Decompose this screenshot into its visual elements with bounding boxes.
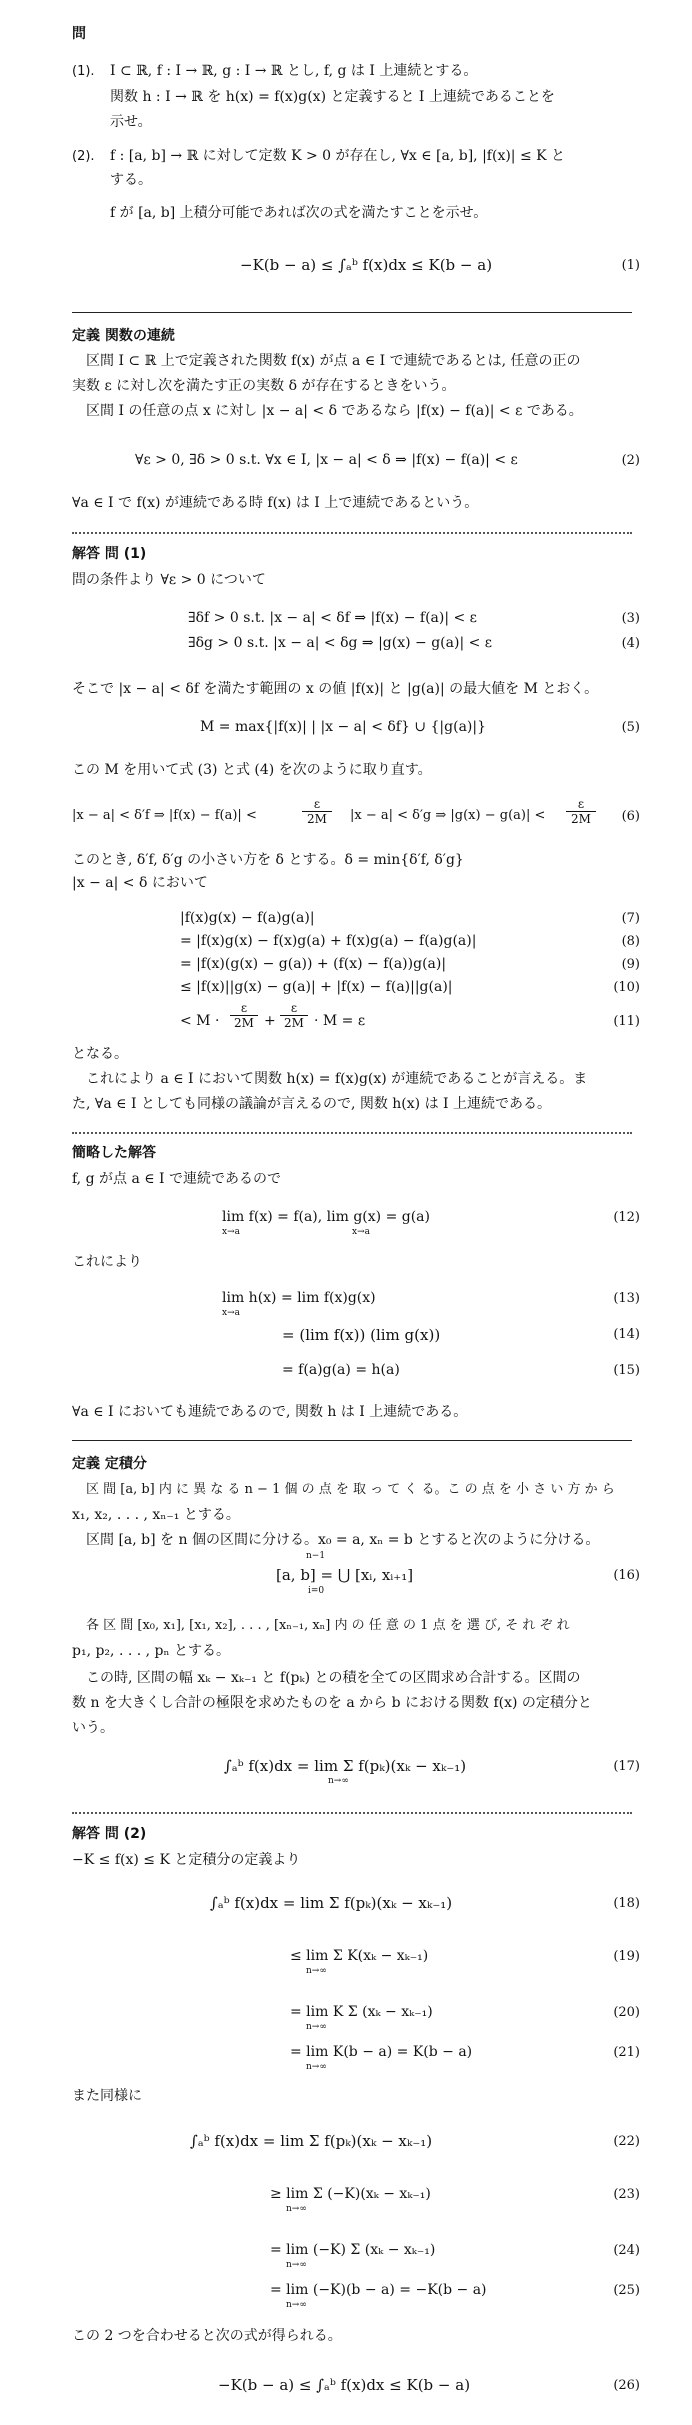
equation-11-fraction-1 bbox=[230, 1001, 258, 1030]
answer-1-title: 解答 問 (1) bbox=[72, 546, 147, 562]
def-integral-title: 定義 定積分 bbox=[72, 1456, 147, 1472]
equation-13: lim h(x) = lim f(x)g(x) bbox=[222, 1290, 376, 1306]
def-continuity-line2: 実数 ε に対し次を満たす正の実数 δ が存在するときをいう。 bbox=[72, 378, 456, 394]
equation-2: ∀ε > 0, ∃δ > 0 s.t. ∀x ∈ I, |x − a| < δ ⇒ |f(x) − f(a)| < ε bbox=[135, 452, 518, 468]
def-continuity-line3: 区間 I の任意の点 x に対し |x − a| < δ であるなら |f(x) − f(a)| < ε である。 bbox=[86, 403, 583, 419]
equation-21: = lim K(b − a) = K(b − a) bbox=[290, 2044, 473, 2060]
def-integral-line1: 区 間 [a, b] 内 に 異 な る n − 1 個 の 点 を 取 っ て く る。こ の 点 を 小 さ い 方 か ら bbox=[86, 1482, 615, 1497]
equation-7: |f(x)g(x) − f(a)g(a)| bbox=[180, 910, 315, 926]
problem-2-line3: f が [a, b] 上積分可能であれば次の式を満たすことを示せ。 bbox=[110, 205, 488, 221]
fraction-denominator: 2M bbox=[302, 811, 332, 826]
equation-number-2: (2) bbox=[621, 453, 640, 468]
equation-number-21: (21) bbox=[613, 2045, 640, 2060]
answer-1-text4: このとき, δ′f, δ′g の小さい方を δ とする。δ = min{δ′f, δ′g} bbox=[72, 852, 464, 868]
equation-26: −K(b − a) ≤ ∫ₐᵇ f(x)dx ≤ K(b − a) bbox=[218, 2376, 471, 2394]
fraction-denominator: 2M bbox=[280, 1015, 308, 1030]
equation-number-25: (25) bbox=[613, 2283, 640, 2298]
problem-1-line1: I ⊂ ℝ, f : I → ℝ, g : I → ℝ とし, f, g は I 上連続とする。 bbox=[110, 63, 478, 79]
equation-11-fraction-2 bbox=[280, 1001, 308, 1030]
answer-1-text8: た, ∀a ∈ I としても同様の議論が言えるので, 関数 h(x) は I 上連続である。 bbox=[72, 1096, 552, 1112]
equation-number-14: (14) bbox=[613, 1327, 640, 1342]
equation-number-13: (13) bbox=[613, 1291, 640, 1306]
equation-6-left: |x − a| < δ′f ⇒ |f(x) − f(a)| < bbox=[72, 808, 257, 823]
section-divider bbox=[72, 1440, 632, 1441]
limit-subscript: x→a bbox=[222, 1308, 240, 1318]
answer-1-text7: これにより a ∈ I において関数 h(x) = f(x)g(x) が連続であることが言える。ま bbox=[86, 1071, 588, 1087]
equation-number-20: (20) bbox=[613, 2005, 640, 2020]
equation-15: = f(a)g(a) = h(a) bbox=[282, 1362, 400, 1378]
brief-answer-text3: ∀a ∈ I においても連続であるので, 関数 h は I 上連続である。 bbox=[72, 1404, 468, 1420]
equation-number-1: (1) bbox=[621, 258, 640, 273]
dotted-divider bbox=[72, 532, 632, 534]
equation-number-12: (12) bbox=[613, 1210, 640, 1225]
fraction-numerator: ε bbox=[290, 1001, 298, 1015]
equation-number-10: (10) bbox=[613, 980, 640, 995]
answer-1-text5: |x − a| < δ において bbox=[72, 875, 208, 891]
equation-9: = |f(x)(g(x) − g(a)) + (f(x) − f(a))g(a)| bbox=[180, 956, 447, 972]
equation-18: ∫ₐᵇ f(x)dx = lim Σ f(pₖ)(xₖ − xₖ₋₁) bbox=[210, 1894, 453, 1912]
equation-number-18: (18) bbox=[613, 1896, 640, 1911]
dotted-divider bbox=[72, 1132, 632, 1134]
equation-number-23: (23) bbox=[613, 2187, 640, 2202]
equation-8: = |f(x)g(x) − f(x)g(a) + f(x)g(a) − f(a)g(a)| bbox=[180, 933, 477, 949]
equation-number-5: (5) bbox=[621, 720, 640, 735]
equation-12: lim f(x) = f(a), lim g(x) = g(a) bbox=[222, 1209, 430, 1225]
problem-1-line3: 示せ。 bbox=[110, 114, 152, 130]
def-integral-line8: いう。 bbox=[72, 1720, 114, 1736]
equation-6-right: |x − a| < δ′g ⇒ |g(x) − g(a)| < bbox=[350, 808, 546, 823]
def-continuity-line4: ∀a ∈ I で f(x) が連続である時 f(x) は I 上で連続であるという。 bbox=[72, 495, 479, 511]
def-continuity-line1: 区間 I ⊂ ℝ 上で定義された関数 f(x) が点 a ∈ I で連続であるとは, 任意の正の bbox=[86, 353, 581, 369]
equation-14: = (lim f(x)) (lim g(x)) bbox=[282, 1326, 441, 1344]
fraction-denominator: 2M bbox=[230, 1015, 258, 1030]
equation-1: −K(b − a) ≤ ∫ₐᵇ f(x)dx ≤ K(b − a) bbox=[240, 256, 493, 274]
limit-subscript: n→∞ bbox=[286, 2300, 307, 2310]
equation-number-17: (17) bbox=[613, 1759, 640, 1774]
equation-number-11: (11) bbox=[613, 1014, 640, 1029]
def-integral-line2: x₁, x₂, . . . , xₙ₋₁ とする。 bbox=[72, 1507, 240, 1523]
equation-number-7: (7) bbox=[621, 911, 640, 926]
equation-25: = lim (−K)(b − a) = −K(b − a) bbox=[270, 2282, 487, 2298]
equation-number-8: (8) bbox=[621, 934, 640, 949]
union-lower-limit: i=0 bbox=[308, 1586, 325, 1596]
answer-1-text3: この M を用いて式 (3) と式 (4) を次のように取り直す。 bbox=[72, 762, 432, 778]
limit-subscript: n→∞ bbox=[306, 2062, 327, 2072]
equation-17: ∫ₐᵇ f(x)dx = lim Σ f(pₖ)(xₖ − xₖ₋₁) bbox=[224, 1757, 467, 1775]
brief-answer-text2: これにより bbox=[72, 1254, 142, 1270]
problem-2-label: (2). bbox=[72, 149, 95, 164]
equation-6-fraction-right bbox=[566, 797, 596, 826]
equation-number-15: (15) bbox=[613, 1363, 640, 1378]
problem-1-line2: 関数 h : I → ℝ を h(x) = f(x)g(x) と定義すると I 上連続であることを bbox=[110, 89, 555, 105]
equation-number-9: (9) bbox=[621, 957, 640, 972]
limit-subscript: n→∞ bbox=[286, 2260, 307, 2270]
section-divider bbox=[72, 312, 632, 313]
equation-16: [a, b] = ⋃ [xᵢ, xᵢ₊₁] bbox=[276, 1566, 414, 1584]
equation-6-fraction-left bbox=[302, 797, 332, 826]
fraction-denominator: 2M bbox=[566, 811, 596, 826]
answer-1-text2: そこで |x − a| < δf を満たす範囲の x の値 |f(x)| と |g(a)| の最大値を M とおく。 bbox=[72, 681, 599, 697]
limit-subscript: x→a bbox=[352, 1227, 370, 1237]
problem-title: 問 bbox=[72, 26, 86, 42]
union-upper-limit: n−1 bbox=[306, 1551, 326, 1561]
brief-answer-title: 簡略した解答 bbox=[72, 1145, 156, 1161]
equation-number-26: (26) bbox=[613, 2378, 640, 2393]
equation-19: ≤ lim Σ K(xₖ − xₖ₋₁) bbox=[290, 1948, 429, 1964]
answer-1-intro: 問の条件より ∀ε > 0 について bbox=[72, 572, 266, 588]
equation-24: = lim (−K) Σ (xₖ − xₖ₋₁) bbox=[270, 2242, 436, 2258]
equation-number-16: (16) bbox=[613, 1568, 640, 1583]
equation-11-part2: + bbox=[264, 1013, 276, 1029]
fraction-numerator: ε bbox=[240, 1001, 248, 1015]
equation-10: ≤ |f(x)||g(x) − g(a)| + |f(x) − f(a)||g(a)| bbox=[180, 979, 453, 995]
equation-number-4: (4) bbox=[621, 636, 640, 651]
limit-subscript: n→∞ bbox=[328, 1776, 349, 1786]
def-integral-line7: 数 n を大きくし合計の極限を求めたものを a から b における関数 f(x) の定積分と bbox=[72, 1695, 592, 1711]
equation-number-22: (22) bbox=[613, 2134, 640, 2149]
def-continuity-title: 定義 関数の連続 bbox=[72, 328, 175, 344]
problem-1-label: (1). bbox=[72, 64, 95, 79]
def-integral-line3: 区間 [a, b] を n 個の区間に分ける。x₀ = a, xₙ = b とすると次のように分ける。 bbox=[86, 1532, 600, 1548]
answer-2-outro: この 2 つを合わせると次の式が得られる。 bbox=[72, 2328, 342, 2344]
answer-2-intro: −K ≤ f(x) ≤ K と定積分の定義より bbox=[72, 1852, 301, 1868]
problem-2-line2: する。 bbox=[110, 172, 152, 188]
problem-2-line1: f : [a, b] → ℝ に対して定数 K > 0 が存在し, ∀x ∈ [a, b], |f(x)| ≤ K と bbox=[110, 148, 566, 164]
equation-number-6: (6) bbox=[621, 809, 640, 824]
brief-answer-text1: f, g が点 a ∈ I で連続であるので bbox=[72, 1171, 282, 1187]
limit-subscript: n→∞ bbox=[306, 1966, 327, 1976]
equation-number-3: (3) bbox=[621, 611, 640, 626]
def-integral-line4: 各 区 間 [x₀, x₁], [x₁, x₂], . . . , [xₙ₋₁, xₙ] 内 の 任 意 の 1 点 を 選 び, そ れ ぞ れ bbox=[86, 1618, 570, 1633]
equation-22: ∫ₐᵇ f(x)dx = lim Σ f(pₖ)(xₖ − xₖ₋₁) bbox=[190, 2132, 433, 2150]
equation-11-part3: · M = ε bbox=[314, 1013, 366, 1029]
equation-5: M = max{|f(x)| | |x − a| < δf} ∪ {|g(a)|} bbox=[200, 719, 487, 735]
equation-number-19: (19) bbox=[613, 1949, 640, 1964]
def-integral-line6: この時, 区間の幅 xₖ − xₖ₋₁ と f(pₖ) との積を全ての区間求め合計する。区間の bbox=[86, 1670, 581, 1686]
equation-20: = lim K Σ (xₖ − xₖ₋₁) bbox=[290, 2004, 433, 2020]
equation-23: ≥ lim Σ (−K)(xₖ − xₖ₋₁) bbox=[270, 2186, 431, 2202]
equation-11-part1: < M · bbox=[180, 1013, 220, 1029]
dotted-divider bbox=[72, 1812, 632, 1814]
equation-number-24: (24) bbox=[613, 2243, 640, 2258]
answer-2-title: 解答 問 (2) bbox=[72, 1826, 147, 1842]
equation-4: ∃δg > 0 s.t. |x − a| < δg ⇒ |g(x) − g(a)| < ε bbox=[188, 635, 493, 651]
limit-subscript: n→∞ bbox=[306, 2022, 327, 2032]
limit-subscript: n→∞ bbox=[286, 2204, 307, 2214]
fraction-numerator: ε bbox=[313, 797, 321, 811]
def-integral-line5: p₁, p₂, . . . , pₙ とする。 bbox=[72, 1643, 231, 1659]
answer-2-mid: また同様に bbox=[72, 2088, 142, 2104]
answer-1-text6: となる。 bbox=[72, 1046, 128, 1062]
fraction-numerator: ε bbox=[577, 797, 585, 811]
limit-subscript: x→a bbox=[222, 1227, 240, 1237]
equation-3: ∃δf > 0 s.t. |x − a| < δf ⇒ |f(x) − f(a)| < ε bbox=[188, 610, 477, 626]
